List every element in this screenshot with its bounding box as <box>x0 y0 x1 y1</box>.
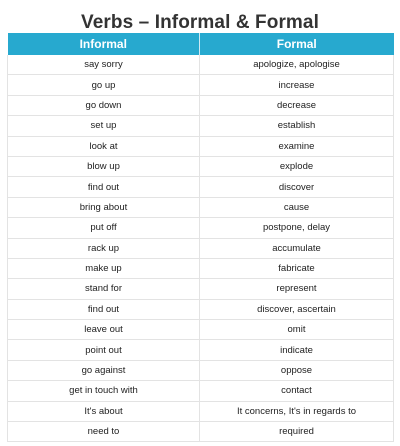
formal-cell: apologize, apologise <box>200 55 394 75</box>
table-row <box>8 238 394 258</box>
formal-cell: discover <box>200 177 394 197</box>
formal-cell: required <box>200 422 394 442</box>
informal-cell: find out <box>8 177 200 197</box>
informal-cell: go up <box>8 75 200 95</box>
table-row <box>8 116 394 136</box>
formal-cell: fabricate <box>200 258 394 278</box>
table-row <box>8 360 394 380</box>
informal-cell: stand for <box>8 279 200 299</box>
table-row <box>8 299 394 319</box>
table-row <box>8 381 394 401</box>
table-row <box>8 177 394 197</box>
informal-cell: make up <box>8 258 200 278</box>
table-row <box>8 422 394 442</box>
formal-cell: accumulate <box>200 238 394 258</box>
formal-cell: discover, ascertain <box>200 299 394 319</box>
verbs-table-container <box>7 33 393 442</box>
table-row <box>8 401 394 421</box>
table-header <box>8 33 394 55</box>
informal-cell: go against <box>8 360 200 380</box>
informal-cell: bring about <box>8 197 200 217</box>
informal-cell: need to <box>8 422 200 442</box>
formal-cell: increase <box>200 75 394 95</box>
informal-cell: put off <box>8 218 200 238</box>
formal-cell: omit <box>200 320 394 340</box>
table-row <box>8 258 394 278</box>
formal-cell: represent <box>200 279 394 299</box>
table-row <box>8 218 394 238</box>
header-formal: Formal <box>200 33 394 55</box>
informal-cell: go down <box>8 95 200 115</box>
informal-cell: rack up <box>8 238 200 258</box>
formal-cell: examine <box>200 136 394 156</box>
informal-cell: blow up <box>8 156 200 176</box>
informal-cell: point out <box>8 340 200 360</box>
table-row <box>8 55 394 75</box>
formal-cell: postpone, delay <box>200 218 394 238</box>
header-row <box>8 33 394 55</box>
informal-cell: set up <box>8 116 200 136</box>
table-row <box>8 75 394 95</box>
formal-cell: contact <box>200 381 394 401</box>
informal-cell: get in touch with <box>8 381 200 401</box>
formal-cell: decrease <box>200 95 394 115</box>
table-row <box>8 136 394 156</box>
formal-cell: cause <box>200 197 394 217</box>
formal-cell: indicate <box>200 340 394 360</box>
table-body <box>8 55 394 442</box>
verbs-table <box>7 33 394 442</box>
page-title: Verbs – Informal & Formal <box>81 12 319 33</box>
table-row <box>8 320 394 340</box>
table-row <box>8 340 394 360</box>
informal-cell: say sorry <box>8 55 200 75</box>
formal-cell: oppose <box>200 360 394 380</box>
table-row <box>8 156 394 176</box>
formal-cell: It concerns, It's in regards to <box>200 401 394 421</box>
informal-cell: leave out <box>8 320 200 340</box>
header-informal: Informal <box>8 33 200 55</box>
informal-cell: It's about <box>8 401 200 421</box>
informal-cell: find out <box>8 299 200 319</box>
formal-cell: explode <box>200 156 394 176</box>
formal-cell: establish <box>200 116 394 136</box>
table-row <box>8 197 394 217</box>
table-row <box>8 95 394 115</box>
table-row <box>8 279 394 299</box>
informal-cell: look at <box>8 136 200 156</box>
